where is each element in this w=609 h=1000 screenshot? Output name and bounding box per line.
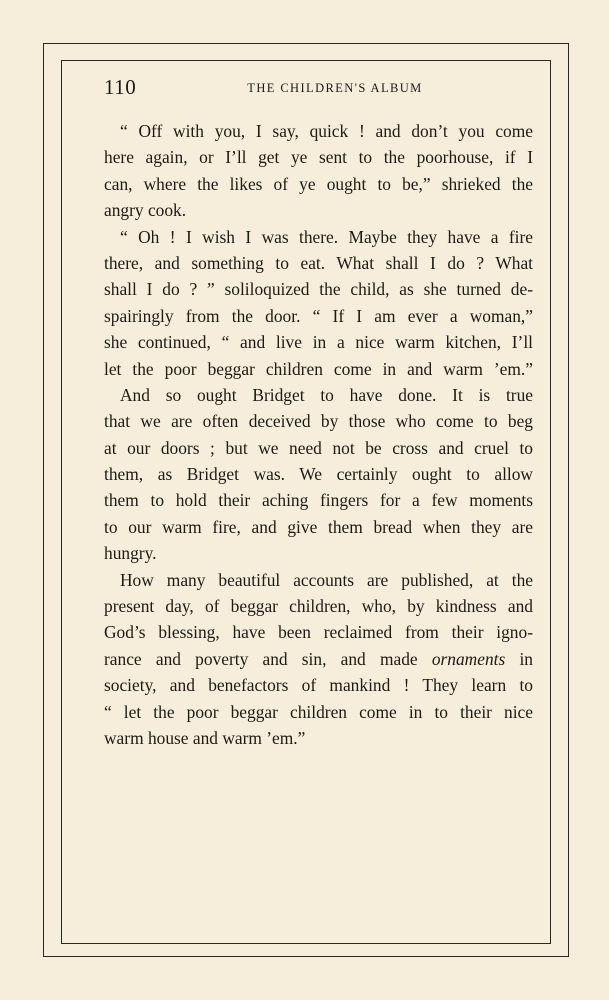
text-line: God’s blessing, have been reclaimed from their igno- — [104, 622, 533, 643]
body-text — [104, 118, 533, 751]
text-line: can, where the likes of ye ought to be,” shrieked the — [104, 173, 533, 194]
text-line: at our doors ; but we need not be cross and cruel to — [104, 437, 533, 458]
text-line: she continued, “ and live in a nice warm kitchen, I’ll — [104, 332, 533, 353]
text-line: How many beautiful accounts are published, at the — [120, 569, 533, 590]
text-line: “ let the poor beggar children come in to their nice — [104, 701, 533, 722]
text-line: let the poor beggar children come in and warm ’em.” — [104, 358, 533, 379]
text-line: them, as Bridget was. We certainly ought to allow — [104, 464, 533, 485]
text-line: to our warm fire, and give them bread when they are — [104, 516, 533, 537]
text-line: society, and benefactors of mankind ! They learn to — [104, 675, 533, 696]
text-line: spairingly from the door. “ If I am ever a woman,” — [104, 305, 533, 326]
italic-word: ornaments — [431, 648, 506, 669]
page-number: 110 — [104, 75, 137, 99]
text-line: there, and something to eat. What shall I do ? What — [104, 252, 533, 273]
text-line: warm house and warm ’em.” — [104, 727, 306, 748]
text-line: hungry. — [104, 543, 157, 564]
text-line: “ Off with you, I say, quick ! and don’t you come — [120, 121, 533, 141]
text-line: them to hold their aching fingers for a few moments — [104, 490, 533, 511]
text-line: here again, or I’ll get ye sent to the poorhouse, if I — [104, 147, 533, 168]
text-segment: rance and poverty and sin, and made — [104, 648, 418, 669]
text-line: shall I do ? ” soliloquized the child, as she turned de- — [104, 279, 533, 300]
text-segment: in — [519, 648, 533, 669]
text-line — [104, 646, 533, 672]
text-line: “ Oh ! I wish I was there. Maybe they have a fire — [120, 226, 533, 247]
running-head: THE CHILDREN'S ALBUM — [247, 81, 423, 95]
text-line: angry cook. — [104, 200, 187, 221]
text-line: And so ought Bridget to have done. It is true — [120, 384, 533, 405]
text-line: that we are often deceived by those who come to beg — [104, 411, 533, 432]
text-line: present day, of beggar children, who, by kindness and — [104, 596, 533, 617]
